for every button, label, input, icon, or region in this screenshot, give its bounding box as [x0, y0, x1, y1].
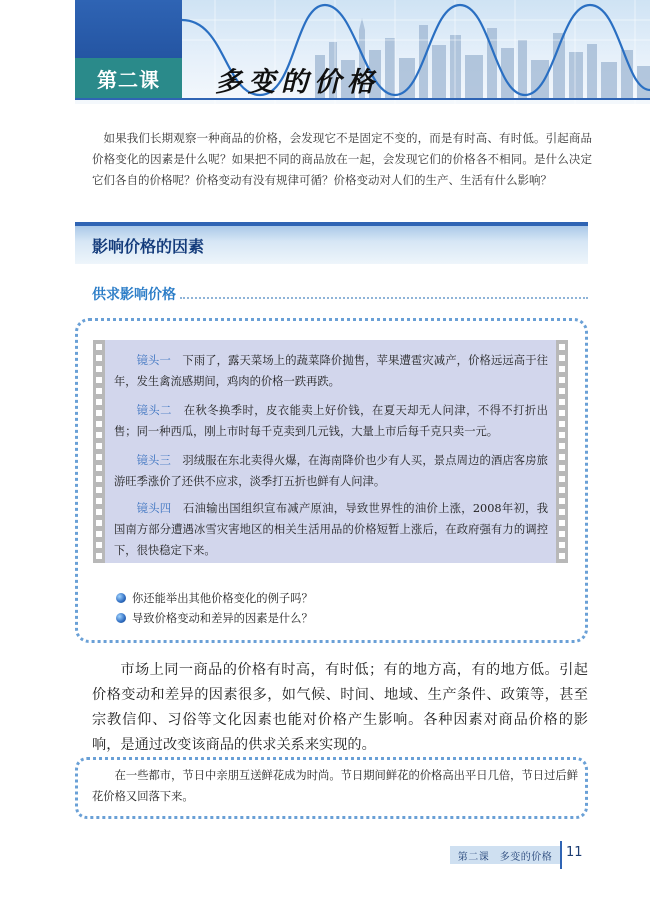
lesson-tag: 第二课 [75, 58, 182, 98]
bullet-icon [116, 613, 126, 623]
note-text: 在一些都市，节日中亲朋互送鲜花成为时尚。节日期间鲜花的价格高出平日几倍，节日过后鲜花价格又回落下来。 [92, 769, 578, 803]
case-text: 下雨了，露天菜场上的蔬菜降价抛售，苹果遭雹灾减产，价格远远高于往年，发生禽流感期间，鸡肉的价格一跌再跌。 [114, 354, 548, 388]
section-title: 影响价格的因素 [92, 237, 205, 256]
film-strip-right [556, 340, 568, 563]
case-text: 石油输出国组织宣布减产原油，导致世界性的油价上涨，2008年初，我国南方部分遭遇冰雪灾害地区的相关生活用品的价格短暂上涨后，在政府强有力的调控下，很快稳定下来。 [114, 502, 548, 557]
case-label: 镜头二 [136, 404, 172, 417]
case-item [114, 498, 548, 561]
question-text: 你还能举出其他价格变化的例子吗？ [132, 592, 313, 605]
case-label: 镜头四 [136, 502, 172, 515]
film-strip-left [93, 340, 105, 563]
case-item [114, 350, 548, 392]
case-text: 在秋冬换季时，皮衣能卖上好价钱，在夏天却无人问津，不得不打折出售；同一种西瓜，刚上市时每千克卖到几元钱，大量上市后每千克只卖一元。 [114, 404, 548, 438]
case-label: 镜头三 [136, 454, 171, 467]
page-number: 11 [566, 845, 583, 860]
footer-separator [560, 841, 562, 869]
lesson-title: 多变的价格 [215, 67, 380, 98]
intro-paragraph: 如果我们长期观察一种商品的价格，会发现它不是固定不变的，而是有时高、有时低。引起商品价格变化的因素是什么呢？如果把不同的商品放在一起，会发现它们的价格各不相同。是什么决定它们各自的价格呢？价格变动有没有规律可循？价格变动对人们的生产、生活有什么影响？ [92, 131, 592, 187]
question-text: 导致价格变动和差异的因素是什么？ [132, 612, 313, 625]
case-item [114, 450, 548, 492]
case-label: 镜头一 [136, 354, 171, 367]
question-item [116, 610, 313, 626]
banner-divider [75, 98, 650, 100]
case-item [114, 400, 548, 442]
footer-running-title: 第二课 多变的价格 [450, 846, 560, 864]
subsection-divider [180, 297, 588, 299]
question-item [116, 590, 313, 606]
bullet-icon [116, 593, 126, 603]
main-paragraph: 市场上同一商品的价格有时高，有时低；有的地方高，有的地方低。引起价格变动和差异的因素很多，如气候、时间、地域、生产条件、政策等，甚至宗教信仰、习俗等文化因素也能对价格产生影响。各种因素对商品价格的影响，是通过改变该商品的供求关系来实现的。 [92, 662, 588, 753]
subsection-title: 供求影响价格 [92, 287, 176, 303]
case-text: 羽绒服在东北卖得火爆，在海南降价也少有人买，景点周边的酒店客房旅游旺季涨价了还供不应求，淡季打五折也鲜有人问津。 [114, 454, 548, 488]
